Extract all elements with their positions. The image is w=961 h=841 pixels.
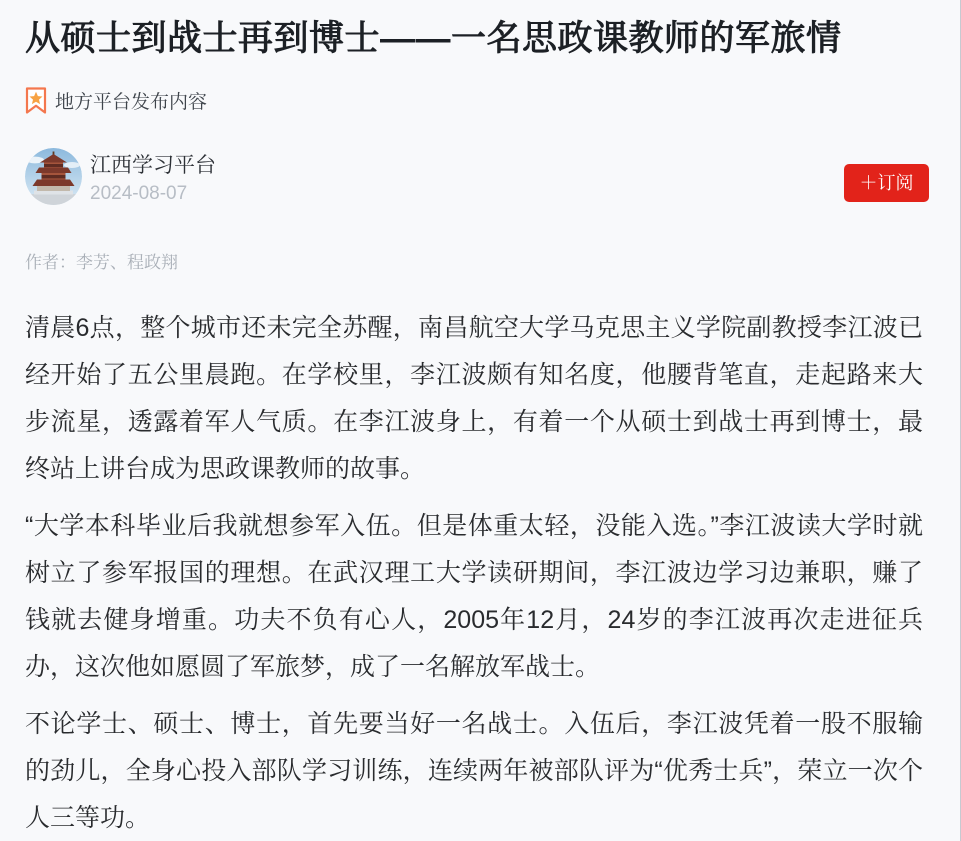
publisher-meta xyxy=(90,149,216,205)
article-paragraph-1: 清晨6点，整个城市还未完全苏醒，南昌航空大学马克思主义学院副教授李江波已经开始了五公里晨跑。在学校里，李江波颇有知名度，他腰背笔直，走起路来大步流星，透露着军人气质。在李江波身上，有着一个从硕士到战士再到博士，最终站上讲台成为思政课教师的故事。 xyxy=(25,313,923,483)
publisher-row xyxy=(25,148,935,206)
publisher-name[interactable]: 江西学习平台 xyxy=(90,153,216,177)
article-body xyxy=(25,305,923,841)
author-byline: 作者：李芳、程政翔 xyxy=(25,252,178,272)
publish-date: 2024-08-07 xyxy=(90,182,188,204)
subscribe-button[interactable]: ＋订阅 xyxy=(844,164,929,202)
article-paragraph-2: “大学本科毕业后我就想参军入伍。但是体重太轻，没能入选。”李江波读大学时就树立了参军报国的理想。在武汉理工大学读研期间，李江波边学习边兼职，赚了钱就去健身增重。功夫不负有心人，2005年12月，24岁的李江波再次走进征兵办，这次他如愿圆了军旅梦，成了一名解放军战士。 xyxy=(25,511,923,681)
platform-badge xyxy=(25,87,935,114)
page-title: 从硕士到战士再到博士——一名思政课教师的军旅情 xyxy=(25,19,842,58)
platform-badge-label: 地方平台发布内容 xyxy=(55,91,208,113)
publisher-avatar[interactable] xyxy=(25,148,82,205)
article-paragraph-3: 不论学士、硕士、博士，首先要当好一名战士。入伍后，李江波凭着一股不服输的劲儿，全身心投入部队学习训练，连续两年被部队评为“优秀士兵”，荣立一次个人三等功。 xyxy=(25,709,923,832)
bookmark-star-icon xyxy=(25,87,47,114)
